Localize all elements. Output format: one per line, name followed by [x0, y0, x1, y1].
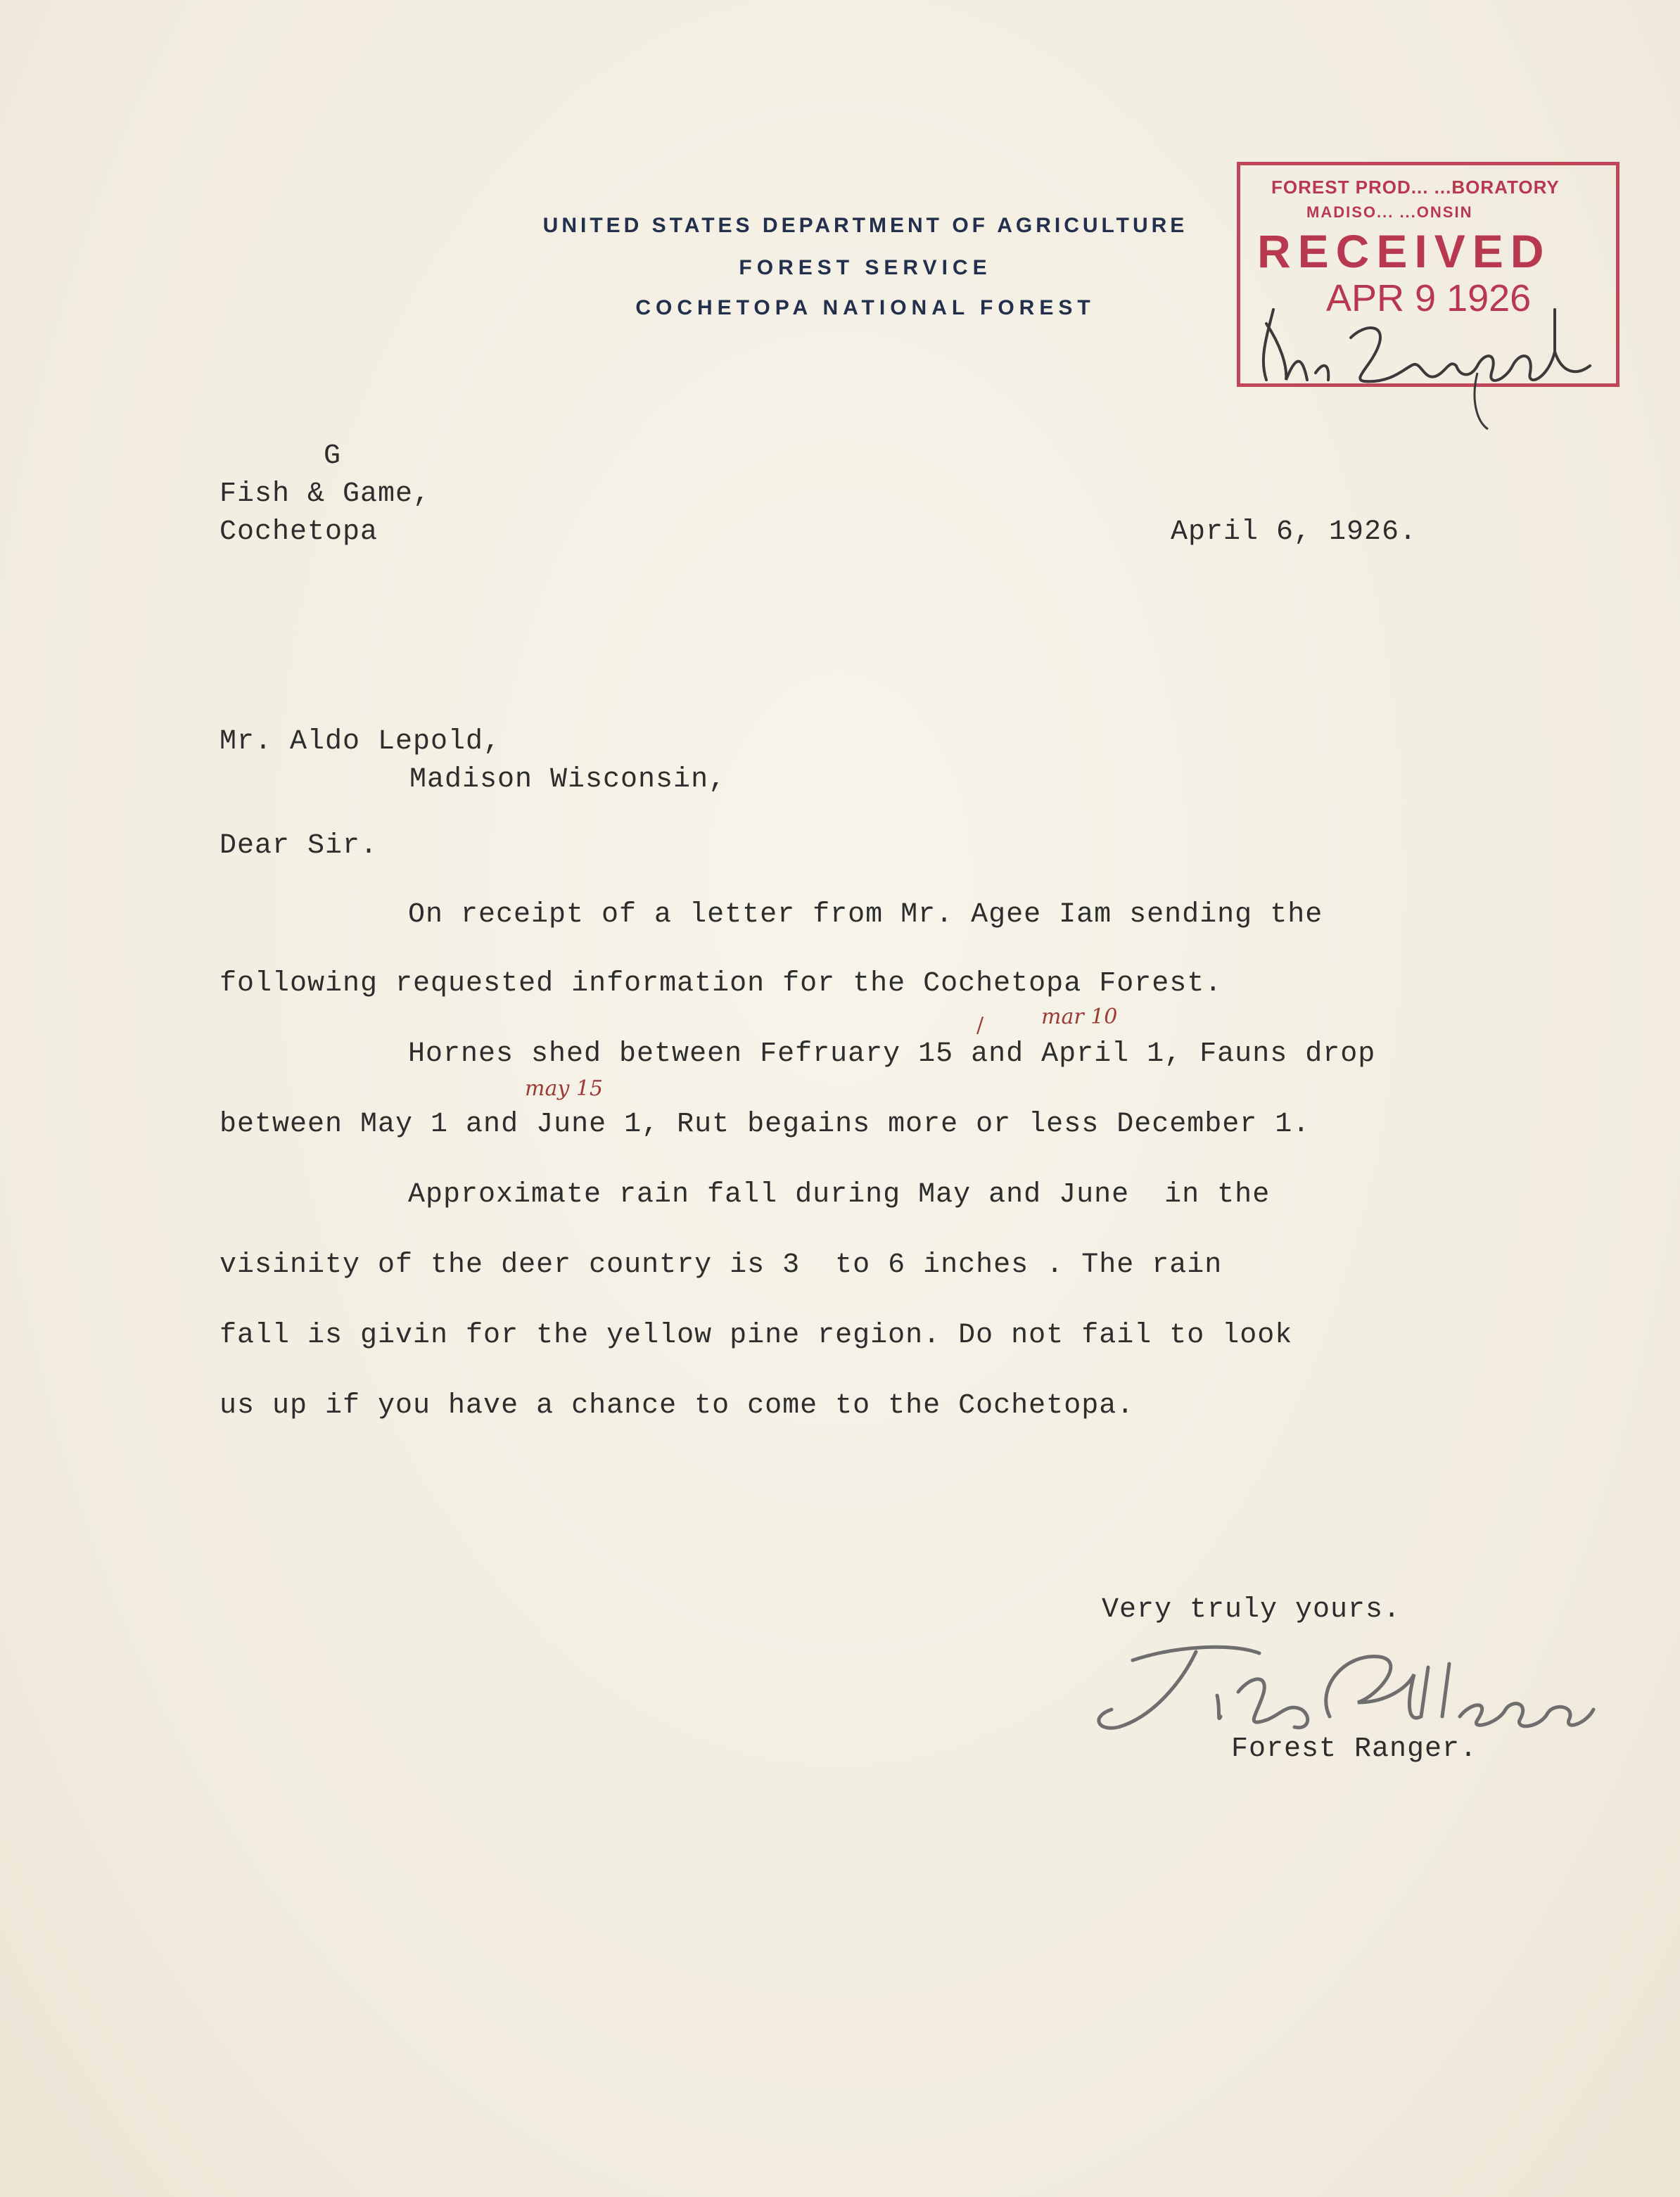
body-line: between May 1 and June 1, Rut begains more or less December 1. [219, 1109, 1311, 1140]
file-forest: Cochetopa [219, 516, 378, 548]
body-line: Approximate rain fall during May and June in the [408, 1179, 1271, 1211]
letterhead-forest: COCHETOPA NATIONAL FOREST [635, 296, 1095, 319]
signer-title: Forest Ranger. [1231, 1733, 1478, 1765]
body-line: us up if you have a chance to come to the Cochetopa. [219, 1390, 1135, 1422]
body-line: Hornes shed between Fefruary 15 and April 1, Fauns drop [408, 1038, 1376, 1070]
stamp-received: RECEIVED [1257, 225, 1551, 277]
stamp-institution: FOREST PROD... ...BORATORY [1271, 177, 1560, 198]
stamp-handwritten-name [1245, 281, 1611, 450]
letter-date: April 6, 1926. [1171, 516, 1418, 548]
closing: Very truly yours. [1102, 1594, 1401, 1626]
body-line: fall is givin for the yellow pine region. Do not fail to look [219, 1320, 1293, 1351]
addressee-name: Mr. Aldo Lepold, [219, 726, 502, 758]
stamp-city: MADISO... ...ONSIN [1306, 203, 1473, 221]
letterhead-service: FOREST SERVICE [739, 256, 992, 279]
annotation-caret: / [976, 1013, 984, 1038]
body-line: On receipt of a letter from Mr. Agee Iam sending the [408, 899, 1323, 931]
file-code: G [324, 440, 342, 472]
body-line: following requested information for the Cochetopa Forest. [219, 968, 1223, 1000]
file-subject: Fish & Game, [219, 478, 431, 510]
annotation-may: may 15 [525, 1076, 603, 1101]
stamp-date: APR 9 1926 [1326, 277, 1532, 319]
letterhead-department: UNITED STATES DEPARTMENT OF AGRICULTURE [542, 214, 1188, 237]
annotation-march: mar 10 [1041, 1005, 1118, 1029]
salutation: Dear Sir. [219, 830, 378, 862]
addressee-location: Madison Wisconsin, [409, 764, 727, 796]
body-line: visinity of the deer country is 3 to 6 inches . The rain [219, 1249, 1223, 1281]
